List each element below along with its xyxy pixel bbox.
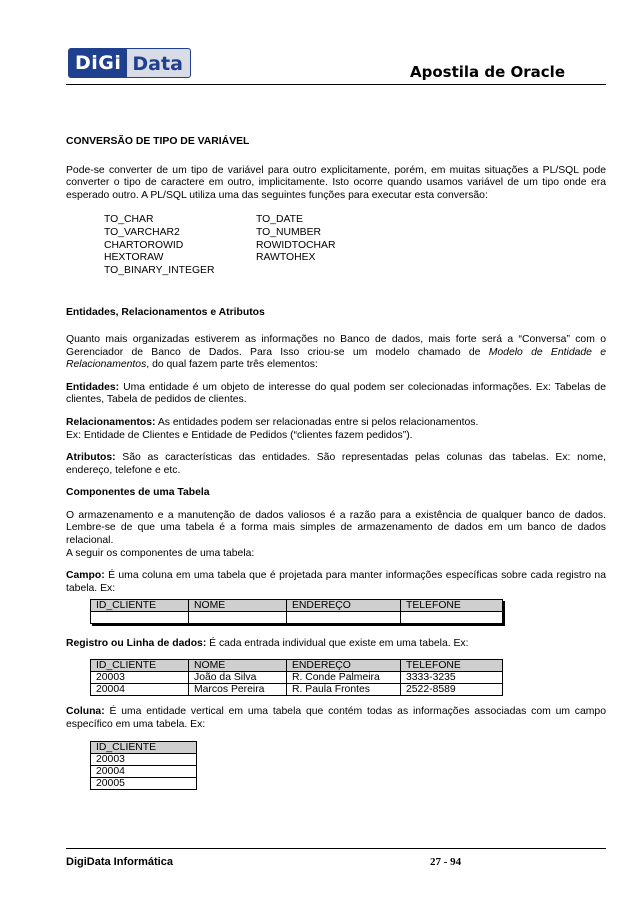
header-divider xyxy=(66,84,606,85)
table-header-cell: ID_CLIENTE xyxy=(91,660,189,672)
registro-example-table xyxy=(90,659,503,696)
table-header-cell: TELEFONE xyxy=(401,660,503,672)
relacionamentos-example: Ex: Entidade de Clientes e Entidade de Pedidos (“clientes fazem pedidos”). xyxy=(66,429,413,441)
table-cell: 3333-3235 xyxy=(401,672,503,684)
table-header-cell: ENDEREÇO xyxy=(287,660,401,672)
term-label: Coluna: xyxy=(66,706,105,718)
table-cell: Marcos Pereira xyxy=(189,684,287,696)
term-label: Campo: xyxy=(66,570,105,582)
campo-definition: Campo: É uma coluna em uma tabela que é projetada para manter informações específicas sobre cada registro na tabela. Ex: xyxy=(66,570,606,594)
table-cell: 20004 xyxy=(91,684,189,696)
section-heading-conversao: CONVERSÃO DE TIPO DE VARIÁVEL xyxy=(66,136,250,147)
function-item: TO_CHAR xyxy=(104,214,154,226)
function-item: HEXTORAW xyxy=(104,252,164,264)
function-item: RAWTOHEX xyxy=(256,252,316,264)
section-heading-entidades: Entidades, Relacionamentos e Atributos xyxy=(66,307,265,319)
entidades-definition: Entidades: Uma entidade é um objeto de interesse do qual podem ser colecionadas informações. Ex: Tabelas de clientes, Tabela de pedidos de clientes. xyxy=(66,381,606,406)
table-cell: 20004 xyxy=(91,766,197,778)
coluna-definition: Coluna: É uma entidade vertical em uma tabela que contém todas as informações associadas com um campo específico em uma tabela. Ex: xyxy=(66,706,606,730)
componentes-list-intro: A seguir os componentes de uma tabela: xyxy=(66,547,255,559)
table-cell: 20003 xyxy=(91,754,197,766)
table-header-cell: ID_CLIENTE xyxy=(91,600,189,612)
table-cell xyxy=(91,612,189,624)
footer-company: DigiData Informática xyxy=(66,856,173,868)
table-row xyxy=(91,684,503,696)
table-header-cell: ENDEREÇO xyxy=(287,600,401,612)
logo-digi: DiGi xyxy=(68,48,127,78)
table-cell xyxy=(189,612,287,624)
section-heading-componentes: Componentes de uma Tabela xyxy=(66,487,210,499)
table-row xyxy=(91,754,197,766)
coluna-example-table xyxy=(90,741,197,790)
function-item: TO_DATE xyxy=(256,214,303,226)
campo-example-table xyxy=(90,599,503,624)
page-content xyxy=(66,136,606,790)
table-cell: 20003 xyxy=(91,672,189,684)
term-label: Entidades: xyxy=(66,381,120,393)
table-row xyxy=(91,766,197,778)
function-item: CHARTOROWID xyxy=(104,239,184,251)
relacionamentos-definition: Relacionamentos: As entidades podem ser relacionadas entre si pelos relacionamentos. xyxy=(66,416,479,428)
digidata-logo xyxy=(68,48,191,78)
table-header-cell: ID_CLIENTE xyxy=(91,742,197,754)
table-header-cell: NOME xyxy=(189,600,287,612)
table-cell: R. Paula Frontes xyxy=(287,684,401,696)
function-item: TO_NUMBER xyxy=(256,226,322,238)
table-cell: R. Conde Palmeira xyxy=(287,672,401,684)
page-number: 27 - 94 xyxy=(430,856,462,868)
model-name-italic: Modelo de Entidade e Relacionamentos xyxy=(66,346,606,371)
function-item: TO_BINARY_INTEGER xyxy=(104,264,215,276)
table-cell: 2522-8589 xyxy=(401,684,503,696)
table-header-cell: TELEFONE xyxy=(401,600,503,612)
table-cell: 20005 xyxy=(91,778,197,790)
table-row xyxy=(91,778,197,790)
function-item: TO_VARCHAR2 xyxy=(104,226,180,238)
conversion-functions-list xyxy=(104,214,606,277)
table-cell: João da Silva xyxy=(189,672,287,684)
atributos-definition: Atributos: São as características das entidades. São representadas pelas colunas das tabelas. Ex: nome, endereço, telefone e etc. xyxy=(66,452,606,476)
function-item: ROWIDTOCHAR xyxy=(256,239,336,251)
table-header-row xyxy=(91,660,503,672)
term-label: Relacionamentos: xyxy=(66,416,156,428)
table-header-row xyxy=(91,742,197,754)
conversao-paragraph: Pode-se converter de um tipo de variável para outro explicitamente, porém, em muitas situações a PL/SQL pode converter o tipo de caractere em outro, implicitamente. Isto ocorre quando usamos variável de um tipo onde era esperado outro. A PL/SQL utiliza uma das seguintes funções para executar esta conversão: xyxy=(66,164,606,201)
logo-data: Data xyxy=(127,48,191,78)
table-cell xyxy=(401,612,503,624)
table-row xyxy=(91,672,503,684)
table-cell xyxy=(287,612,401,624)
registro-definition: Registro ou Linha de dados: É cada entrada individual que existe em uma tabela. Ex: xyxy=(66,638,469,650)
table-row xyxy=(91,612,503,624)
document-title: Apostila de Oracle xyxy=(410,63,565,81)
term-label: Registro ou Linha de dados: xyxy=(66,638,207,650)
table-header-cell: NOME xyxy=(189,660,287,672)
term-label: Atributos: xyxy=(66,452,116,464)
componentes-paragraph: O armazenamento e a manutenção de dados valiosos é a razão para a existência de qualquer banco de dados. Lembre-se de que uma tabela é a forma mais simples de armazenamento de dados em um banco de dados relacional. xyxy=(66,509,606,547)
entidades-intro: Quanto mais organizadas estiverem as informações no Banco de dados, mais forte será a “Conversa” com o Gerenciador de Banco de Dados. Para Isso criou-se um modelo chamado de Modelo de Entidade e Relacionamentos, do qual fazem parte três elementos: xyxy=(66,333,606,371)
table-header-row xyxy=(91,600,503,612)
footer-divider xyxy=(66,848,606,849)
